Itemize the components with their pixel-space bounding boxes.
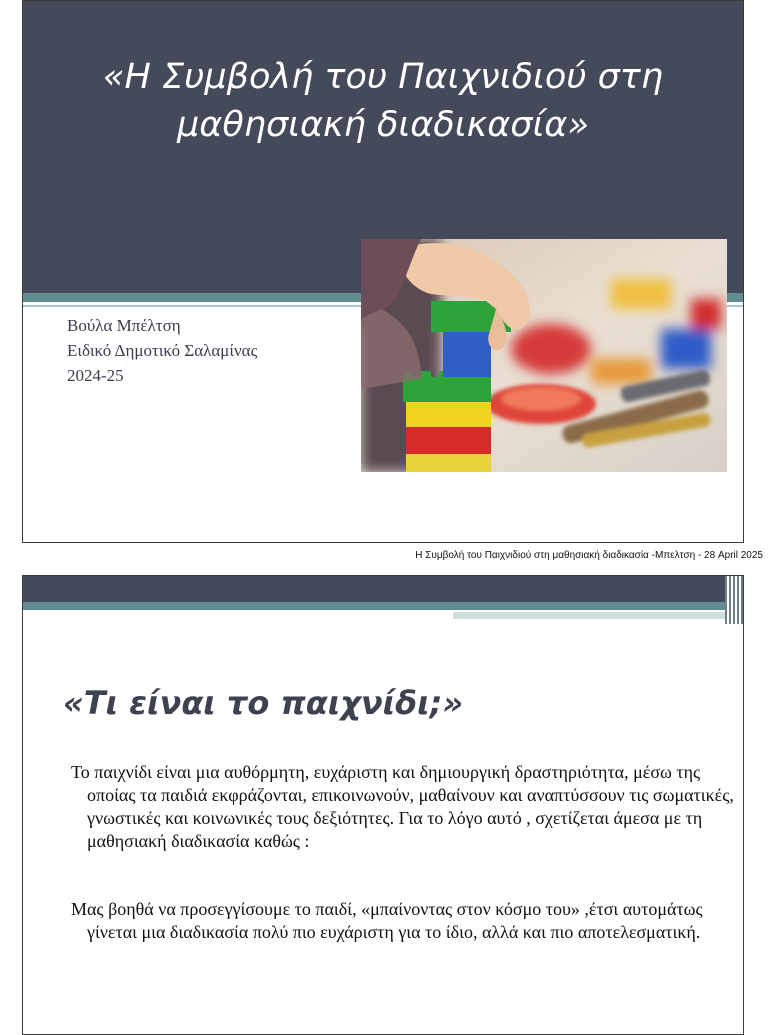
school-year: 2024-25 (67, 366, 124, 385)
school-name: Ειδικό Δημοτικό Σαλαμίνας (67, 341, 258, 360)
lego-blocks-photo (361, 239, 727, 472)
presenter-name: Βούλα Μπέλτση (67, 316, 181, 335)
accent-thin-stripe (453, 612, 743, 619)
paragraph: Μας βοηθά να προσεγγίσουμε το παιδί, «μπαίνοντας στον κόσμο του» ,έτσι αυτομάτως γίνεται μια διαδικασία πολύ πιο ευχάριστη για το ίδιο, αλλά και πιο αποτελεσματική. (71, 899, 703, 942)
slide-title: «Τι είναι το παιχνίδι;» (63, 684, 464, 722)
slide-title: «Η Συμβολή του Παιχνιδιού στη μαθησιακή διαδικασία» (102, 57, 664, 145)
decorative-bars (725, 576, 743, 624)
header-band (23, 576, 743, 602)
slide-footer: Η Συμβολή του Παιχνιδιού στη μαθησιακή διαδικασία -Μπελτση - 28 April 2025 (415, 550, 763, 561)
content-slide (22, 575, 744, 1035)
accent-stripe (23, 602, 743, 610)
title-slide (22, 0, 744, 543)
paragraph: Το παιχνίδι είναι μια αυθόρμητη, ευχάριστη και δημιουργική δραστηριότητα, μέσω της οποίας τα παιδιά εκφράζονται, επικοινωνούν, μαθαίνουν και αναπτύσσουν τις σωματικές, γνωστικές και κοινωνικές τους δεξιότητες. Για το λόγο αυτό , σχετίζεται άμεσα με τη μαθησιακή διαδικασία καθώς : (71, 762, 734, 851)
presenter-info (67, 313, 257, 388)
